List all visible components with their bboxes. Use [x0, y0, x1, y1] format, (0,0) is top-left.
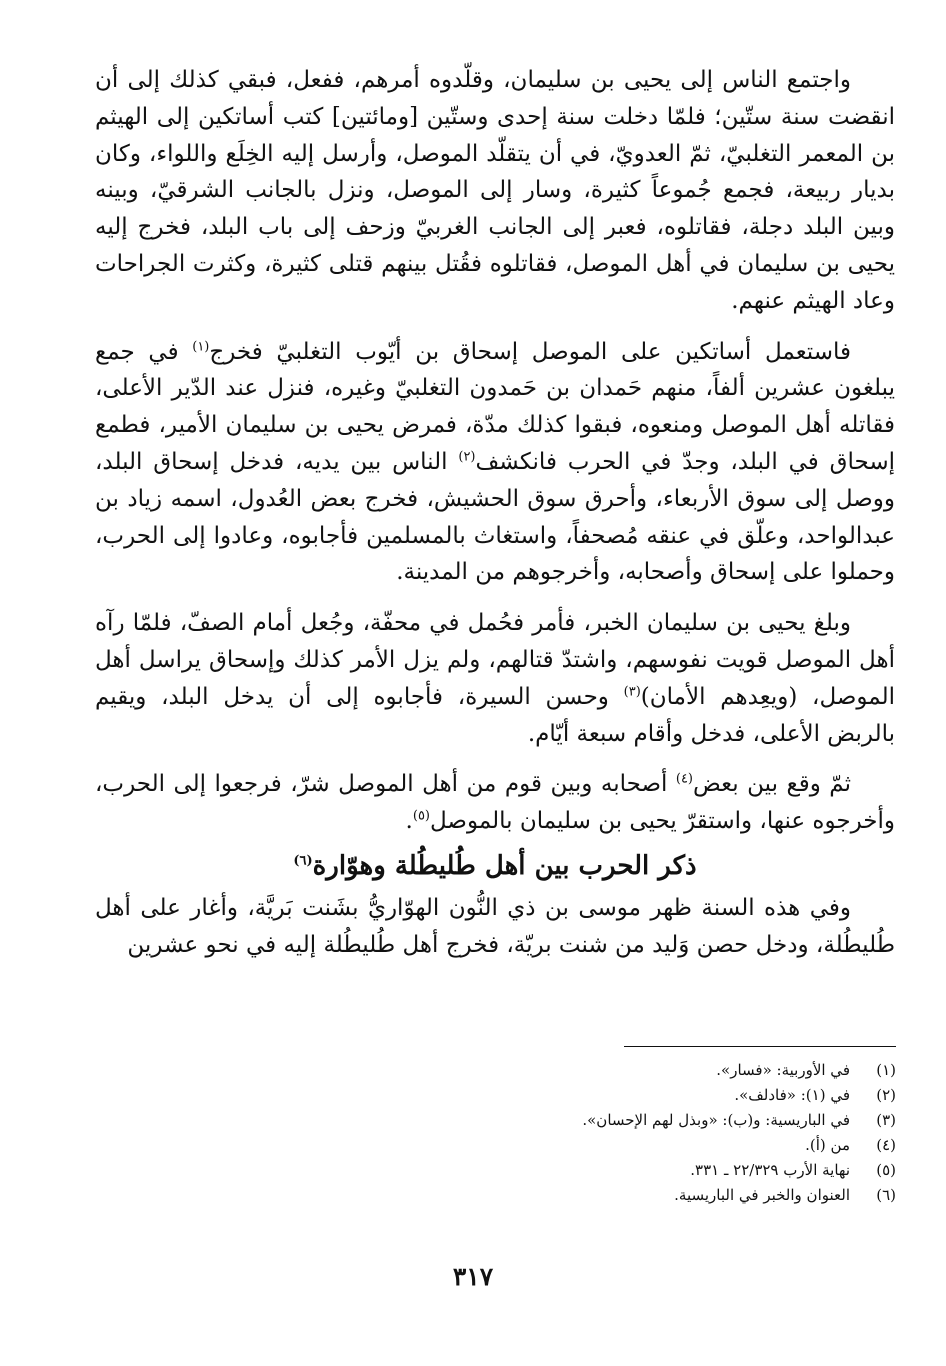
footnote-separator: [624, 1046, 896, 1047]
footnote-number: (٥): [876, 1161, 896, 1179]
footnote-5: [96, 1158, 896, 1183]
footnote-text: من (أ).: [805, 1136, 850, 1154]
footnote-4: [96, 1133, 896, 1158]
footnote-number: (٣): [876, 1111, 896, 1129]
footnote-ref-2: (٢): [458, 449, 476, 465]
section-heading: [95, 846, 895, 886]
paragraph-3-part-b: وحسن السيرة، فأجابوه إلى أن يدخل البلد، ويقيم بالربض الأعلى، فدخل وأقام سبعة أيّام.: [95, 683, 895, 747]
book-page-body: [95, 62, 895, 964]
footnote-text: العنوان والخبر في الباريسية.: [674, 1186, 850, 1204]
section-heading-text: ذكر الحرب بين أهل طُليطُلة وهوّارة: [312, 850, 697, 881]
paragraph-5: وفي هذه السنة ظهر موسى بن ذي النُّون الهوّاريُّ بشَنت بَريَّة، وأغار على أهل طُليطُلة، ودخل حصن وَليد من شنت بريّة، فخرج أهل طُليطُلة إليه في نحو عشرين: [95, 894, 895, 958]
paragraph-2-part-c: الناس بين يديه، فدخل إسحاق البلد، ووصل إلى سوق الأربعاء، وأحرق سوق الحشيش، فخرج بعض العُدول، اسمه زياد بن عبدالواحد، وعلّق في عنقه مُصحفاً، واستغاث بالمسلمين فأجابوه، وعادوا إلى الحرب، وحملوا على إسحاق وأصحابه، وأخرجوهم من المدينة.: [95, 448, 895, 586]
footnote-number: (١): [876, 1061, 896, 1079]
paragraph-2: [95, 334, 895, 592]
footnote-2: [96, 1083, 896, 1108]
paragraph-2-part-b: في جمع يبلغون عشرين ألفاً، منهم حَمدان بن حَمدون التغلبيّ وغيره، فنزل عند الدّير الأعلى، فقاتله أهل الموصل ومنعوه، فبقوا كذلك مدّة، فمرض يحيى بن سليمان الأمير، فطمع إسحاق في البلد، وجدّ في الحرب فانكشف: [95, 338, 895, 475]
footnote-6: [96, 1183, 896, 1208]
paragraph-2-part-a: فاستعمل أساتكين على الموصل إسحاق بن أيّوب التغلبيّ فخرج: [209, 338, 852, 365]
paragraph-4-part-a: ثمّ وقع بين بعض: [693, 771, 851, 798]
footnote-ref-1: (١): [192, 338, 210, 354]
footnote-number: (٢): [876, 1086, 896, 1104]
footnote-3: [96, 1108, 896, 1133]
footnote-ref-6: (٦): [293, 853, 313, 869]
paragraph-4-part-b: أصحابه وبين قوم من أهل الموصل شرّ، فرجعوا إلى الحرب، وأخرجوه عنها، واستقرّ يحيى بن سليمان بالموصل: [95, 771, 895, 835]
paragraph-3-part-a: وبلغ يحيى بن سليمان الخبر، فأمر فحُمل في محفّة، وجُعل أمام الصفّ، فلمّا رآه أهل الموصل قويت نفوسهم، واشتدّ قتالهم، ولم يزل الأمر كذلك وإسحاق يراسل أهل الموصل، (ويعِدهم الأمان): [95, 610, 895, 710]
footnote-number: (٦): [876, 1186, 896, 1204]
footnote-text: في (١): «فادلف».: [734, 1086, 850, 1104]
footnote-number: (٤): [876, 1136, 896, 1154]
paragraph-4: [95, 766, 895, 840]
footnote-ref-4: (٤): [675, 771, 693, 787]
paragraph-1: واجتمع الناس إلى يحيى بن سليمان، وقلّدوه أمرهم، ففعل، فبقي كذلك إلى أن انقضت سنة ستّين؛ فلمّا دخلت سنة إحدى وستّين [ومائتين] كتب أساتكين إلى الهيثم بن المعمر التغلبيّ، ثمّ العدويّ، في أن يتقلّد الموصل، وأرسل إليه الخِلَع واللواء، وكان بديار ربيعة، فجمع جُموعاً كثيرة، وسار إلى الموصل، ونزل بالجانب الشرقيّ، وبينه وبين البلد دجلة، فقاتلوه، فعبر إلى الجانب الغربيّ وزحف إلى باب البلد، فخرج إليه يحيى بن سليمان في أهل الموصل، فقاتلوه فقُتل بينهم قتلى كثيرة، وكثرت الجراحات وعاد الهيثم عنهم.: [95, 67, 895, 314]
footnote-ref-5: (٥): [412, 808, 430, 824]
paragraph-3: [95, 605, 895, 752]
footnote-ref-3: (٣): [623, 684, 641, 700]
page-number: ٣١٧: [452, 1262, 494, 1291]
footnote-text: في الباريسية: و(ب): «وبذل لهم الإحسان».: [582, 1111, 850, 1129]
footnote-text: في الأوربية: «فسار».: [716, 1061, 850, 1079]
footnote-1: [96, 1058, 896, 1083]
footnote-text: نهاية الأرب ٢٢/٣٢٩ ـ ٣٣١.: [690, 1161, 850, 1179]
footnotes: [96, 1058, 896, 1208]
paragraph-4-part-c: .: [405, 808, 413, 835]
